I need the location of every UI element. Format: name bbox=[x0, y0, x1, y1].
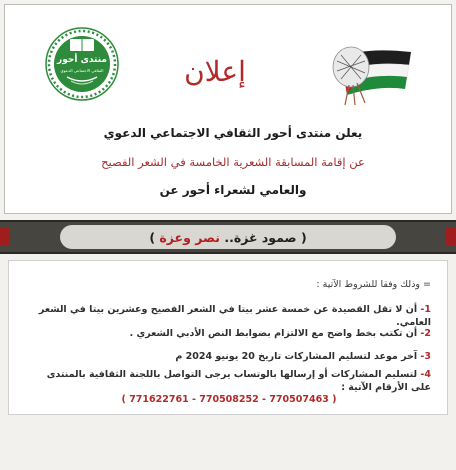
condition-number: 2- bbox=[417, 328, 431, 339]
contact-phone-numbers: ( 771622761 - 770508252 - 770507463 ) bbox=[121, 394, 337, 405]
logo-subtitle: الثقافي الاجتماعي الدعوي bbox=[60, 68, 104, 73]
condition-item-3 bbox=[26, 350, 431, 363]
forum-logo bbox=[45, 27, 119, 101]
theme-banner bbox=[0, 220, 456, 254]
palestine-flag bbox=[321, 27, 421, 107]
conditions-panel bbox=[8, 260, 448, 415]
condition-number: 4- bbox=[417, 369, 431, 380]
condition-item-4 bbox=[26, 368, 431, 394]
header-line-3: والعامي لشعراء أحور عن bbox=[159, 183, 307, 197]
theme-title-part3: ) bbox=[149, 230, 156, 245]
announcement-title: إعلان bbox=[184, 55, 246, 88]
header-panel bbox=[4, 4, 452, 214]
theme-title-part2: نصر وعزة bbox=[155, 230, 225, 245]
condition-text: أن لا تقل القصيدة عن خمسة عشر بيتا في الشعر الفصيح وعشرين بيتا في الشعر العامي. bbox=[38, 304, 431, 328]
condition-text: لتسليم المشاركات أو إرسالها بالوتساب يرجى التواصل باللجنة الثقافية بالمنتدى على الأرقام الآتية : bbox=[46, 369, 431, 393]
logo-name: منتدى أحور bbox=[57, 55, 107, 65]
condition-item-2 bbox=[26, 327, 431, 340]
header-line-2: عن إقامة المسابقة الشعرية الخامسة في الشعر الفصيح bbox=[101, 155, 365, 169]
theme-title-part1: ( صمود غزة.. bbox=[224, 230, 307, 245]
header-line-1: يعلن منتدى أحور الثقافي الاجتماعي الدعوي bbox=[103, 126, 363, 140]
condition-text: أن تكتب بخط واضح مع الالتزام بضوابط النص الأدبي الشعري . bbox=[129, 328, 418, 339]
theme-banner-pill bbox=[60, 225, 396, 249]
conditions-intro: = وذلك وفقا للشروط الآتية : bbox=[316, 279, 431, 290]
condition-number: 3- bbox=[417, 351, 431, 362]
condition-number: 1- bbox=[417, 304, 431, 315]
condition-item-1 bbox=[26, 303, 431, 329]
theme-title bbox=[60, 230, 396, 245]
condition-text: آخر موعد لتسليم المشاركات تاريخ 20 يونيو 2024 م bbox=[175, 351, 418, 362]
palestine-flag-keffiyeh-icon bbox=[321, 27, 421, 107]
